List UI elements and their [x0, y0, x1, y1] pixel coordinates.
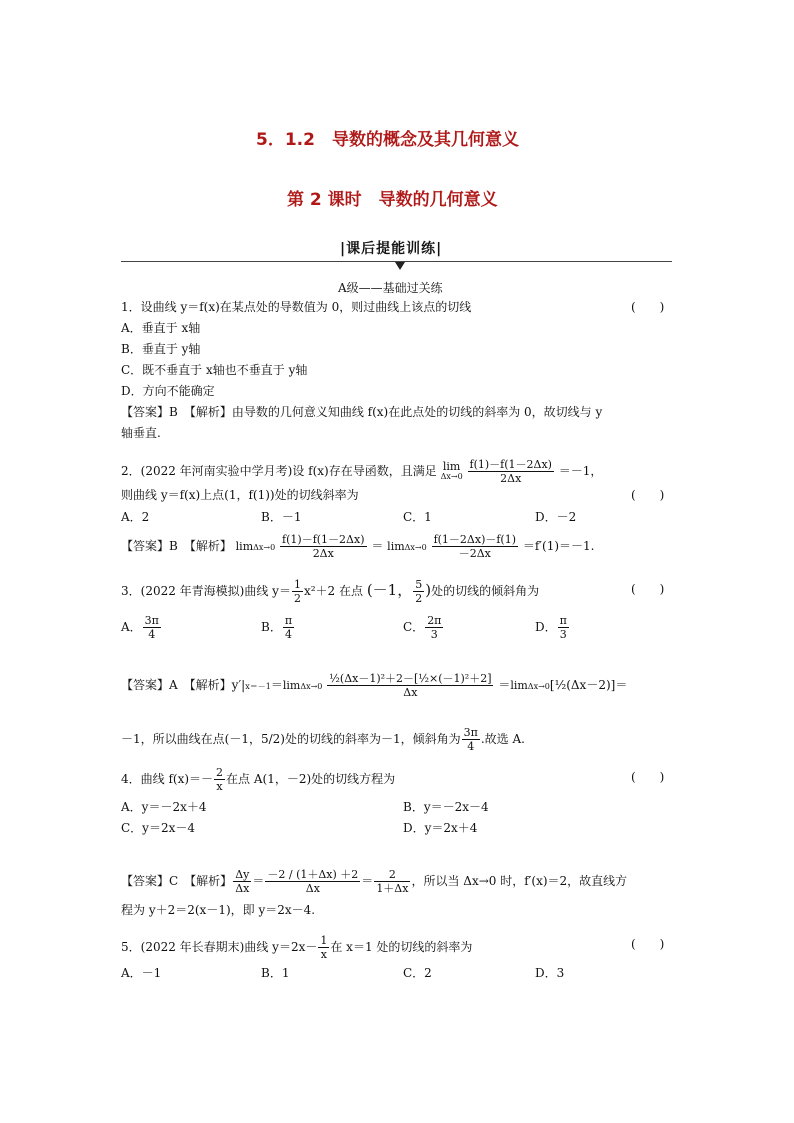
q4-answer-line2: 程为 y＋2＝2(x－1)，即 y＝2x－4.	[121, 903, 316, 917]
q5-frac-den: x	[318, 947, 329, 961]
question-3-stem	[121, 578, 539, 605]
q3-option-d	[535, 614, 570, 641]
q4-option-a: A．y＝－2x＋4	[121, 800, 207, 814]
answer-blank: ( )	[631, 582, 665, 596]
q2-lim-text: lim	[442, 459, 461, 473]
q3-half	[292, 578, 303, 605]
q2-limit	[440, 459, 463, 482]
q1-option-d: D．方向不能确定	[121, 384, 215, 398]
q3-point-den: 2	[415, 592, 423, 605]
q2-stem-text: 2．(2022 年河南实验中学月考)设 f(x)存在导函数，且满足	[121, 464, 437, 478]
q3-answer-line2-b: 处的切线的斜率为－1，倾斜角为	[284, 732, 461, 746]
q3-point-close: )	[425, 581, 432, 599]
q3-answer-bracket: [½(Δx－2)]＝	[549, 678, 628, 692]
q2-answer-frac1-num: f(1)－f(1－2Δx)	[282, 533, 365, 546]
q3-half-den: 2	[293, 592, 301, 605]
q3-option-c-num: 2π	[427, 614, 442, 627]
q3-half-num: 1	[293, 578, 301, 591]
section-title: 5．1.2 导数的概念及其几何意义	[256, 130, 519, 150]
q4-answer-res-den: 1＋Δx	[376, 882, 409, 895]
q2-answer: 【答案】B 【解析】 limΔx→0 $\frac{f(1)-f(1-2\Delta x)}{2\Delta x}$ ＝ limΔx→0 $\frac{f(1-2\Delta x)-f(1)}{-2\Delta x}$ ＝f′(1)＝－1.	[121, 533, 595, 560]
q5-stem-b: 在 x＝1 处的切线的斜率为	[330, 940, 473, 954]
q2-answer-frac1-den: 2Δx	[280, 546, 366, 560]
q3-stem-b: x²＋2 在点	[303, 584, 363, 598]
q3-answer-label: 【答案】A 【解析】y′|	[121, 678, 246, 692]
q3-point-num: 5	[415, 578, 423, 591]
q3-point-open: (－1，	[366, 581, 413, 599]
q1-option-b: B．垂直于 y轴	[121, 342, 201, 356]
q3-option-d-den: 3	[558, 627, 569, 641]
q2-answer-frac2	[432, 533, 518, 560]
answer-blank: ( )	[631, 770, 665, 784]
q2-option-a: A．2	[121, 510, 150, 524]
q3-answer-line2-pt: (－1，5/2)	[224, 732, 285, 746]
q3-answer-line2-c: .故选 A.	[480, 732, 525, 746]
q3-answer-big-frac	[327, 672, 493, 699]
q2-fraction-num: f(1)－f(1－2Δx)	[469, 458, 552, 471]
q3-option-c-den: 3	[425, 627, 443, 641]
q3-option-a	[121, 614, 162, 641]
q2-answer-frac1	[280, 533, 366, 560]
q4-frac-den: x	[214, 779, 225, 793]
q5-option-d: D．3	[535, 966, 565, 980]
question-2-stem	[121, 458, 602, 485]
question-5-stem	[121, 934, 472, 961]
lesson-title: 第 2 课时 导数的几何意义	[287, 190, 498, 210]
q2-answer-lim-sub2: Δx→0	[404, 543, 427, 552]
q4-option-b: B．y＝－2x－4	[403, 800, 489, 814]
q3-answer-sub: x＝－1	[245, 682, 271, 691]
q4-answer-mid-den: Δx	[265, 881, 360, 895]
q3-answer-big-num: ½(Δx－1)²＋2－[½×(－1)²＋2]	[329, 672, 492, 685]
q5-option-b: B．1	[261, 966, 290, 980]
q3-option-a-label: A．	[121, 620, 142, 634]
q4-answer-res-num: 2	[388, 868, 396, 881]
answer-blank: ( )	[631, 937, 665, 951]
q3-option-c-label: C．	[403, 620, 425, 634]
q2-answer-frac2-den: －2Δx	[432, 546, 518, 560]
q2-answer-eq: ＝	[371, 539, 384, 553]
q3-point-frac	[413, 578, 424, 605]
q3-answer-big-den: Δx	[327, 685, 493, 699]
q3-option-b-label: B．	[261, 620, 282, 634]
q1-answer: 【答案】B 【解析】由导数的几何意义知曲线 f(x)在此点处的切线的斜率为 0，故切线与 y	[121, 405, 603, 419]
q3-answer-line2-a: －1，所以曲线在点	[121, 732, 225, 746]
q5-option-a: A．－1	[121, 966, 162, 980]
question-1-stem: 1．设曲线 y＝f(x)在某点处的导数值为 0，则过曲线上该点的切线	[121, 300, 472, 314]
q3-answer-angle-num: 3π	[463, 726, 478, 739]
level-heading: A级——基础过关练	[338, 281, 443, 295]
q4-answer-label: 【答案】C 【解析】	[121, 874, 233, 888]
q4-stem-a: 4．曲线 f(x)＝－	[121, 772, 214, 786]
q4-answer-dx: Δx	[233, 881, 251, 895]
q3-answer-eq2: ＝	[498, 678, 511, 692]
q3-stem-a: 3．(2022 年青海模拟)曲线 y＝	[121, 584, 291, 598]
q4-stem-b: 在点 A(1，－2)处的切线方程为	[226, 772, 396, 786]
q2-fraction-den: 2Δx	[468, 471, 554, 485]
q3-option-a-num: 3π	[144, 614, 159, 627]
q3-option-b-den: 4	[283, 627, 294, 641]
q3-answer-eq1: ＝	[270, 678, 283, 692]
q4-answer-dy: Δy	[235, 868, 250, 881]
answer-blank: ( )	[631, 300, 665, 314]
q3-answer-angle-den: 4	[462, 739, 480, 753]
q1-option-c: C．既不垂直于 x轴也不垂直于 y轴	[121, 363, 308, 377]
q4-option-c: C．y＝2x－4	[121, 821, 195, 835]
q2-option-d: D．－2	[535, 510, 577, 524]
q4-option-d: D．y＝2x＋4	[403, 821, 478, 835]
down-triangle-icon	[395, 262, 405, 270]
q2-option-b: B．－1	[261, 510, 302, 524]
q3-answer: 【答案】A 【解析】y′|x＝－1＝limΔx→0 $\frac{\text{½(Δx－1)²＋2－[½×(－1)²＋2]}}{\Delta x}$ ＝limΔx→0[½(Δx－2)]＝	[121, 672, 628, 699]
question-4-stem	[121, 766, 395, 793]
q2-answer-lim-sub: Δx→0	[253, 543, 276, 552]
q2-stem-end: ＝－1，	[558, 464, 603, 478]
q4-frac-num: 2	[216, 766, 224, 779]
q1-answer-cont: 轴垂直.	[121, 426, 161, 440]
q1-option-a: A．垂直于 x轴	[121, 321, 201, 335]
q3-option-d-label: D．	[535, 620, 557, 634]
q4-answer: 【答案】C 【解析】 $\frac{\Delta y}{\Delta x}$ ＝ $\frac{-2 / (1+\Delta x) +2}{\Delta x}$ ＝ $\frac{2}{1+\Delta x}$ ，所以当 Δx→0 时，f′(x)＝2，故直线方	[121, 868, 628, 895]
q2-answer-label: 【答案】B 【解析】	[121, 539, 232, 553]
q5-frac-num: 1	[320, 934, 328, 947]
q3-option-c	[403, 614, 444, 641]
q2-answer-frac2-num: f(1－2Δx)－f(1)	[433, 533, 517, 546]
exercise-banner: |课后提能训练|	[340, 241, 443, 257]
q3-option-b-num: π	[284, 614, 293, 627]
q5-option-c: C．2	[403, 966, 432, 980]
q2-answer-tail: ＝f′(1)＝－1.	[522, 539, 595, 553]
q3-stem-c: 处的切线的倾斜角为	[431, 584, 540, 598]
answer-blank: ( )	[631, 488, 665, 502]
q4-answer-tail: ，所以当 Δx→0 时，f′(x)＝2，故直线方	[411, 874, 628, 888]
q3-option-b	[261, 614, 295, 641]
q2-lim-sub: Δx→0	[440, 471, 463, 481]
question-2-stem-line2: 则曲线 y＝f(x)上点(1，f(1))处的切线斜率为	[121, 488, 359, 502]
q3-answer-line2	[121, 726, 525, 753]
q3-option-a-den: 4	[143, 627, 161, 641]
q2-option-c: C．1	[403, 510, 432, 524]
q3-option-d-num: π	[559, 614, 567, 627]
q2-fraction	[468, 458, 554, 485]
q4-answer-mid-num: －2 / (1＋Δx) ＋2	[267, 868, 359, 881]
q5-stem-a: 5．(2022 年长春期末)曲线 y＝2x－	[121, 940, 318, 954]
